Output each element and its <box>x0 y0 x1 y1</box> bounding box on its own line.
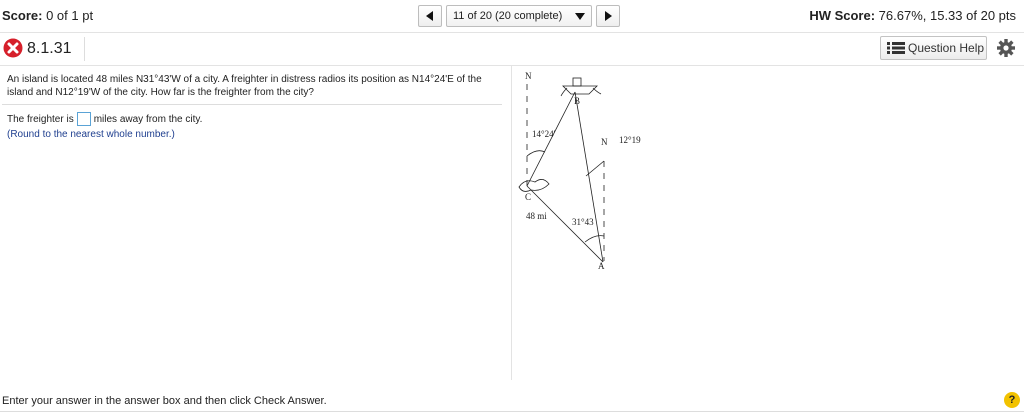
question-header <box>0 33 1024 66</box>
next-question-button[interactable] <box>596 5 620 27</box>
hw-score-value: 76.67%, 15.33 of 20 pts <box>878 8 1016 23</box>
north-label-left: N <box>525 71 532 81</box>
angle-a-label: 31°43 <box>572 217 594 227</box>
navigation-diagram <box>505 66 665 276</box>
answer-suffix: miles away from the city. <box>93 113 203 125</box>
list-icon <box>887 42 905 54</box>
question-pager <box>418 4 620 28</box>
answer-prefix: The freighter is <box>7 113 74 125</box>
rounding-note: (Round to the nearest whole number.) <box>7 129 175 140</box>
incorrect-icon <box>3 38 23 58</box>
bearing-line-a <box>586 161 604 176</box>
divider <box>84 37 85 61</box>
question-number: 8.1.31 <box>27 40 72 57</box>
north-label-right: N <box>601 137 608 147</box>
segment-cb <box>527 92 575 186</box>
problem-divider <box>2 104 502 105</box>
point-a-label: A <box>598 261 605 271</box>
distance-label: 48 mi <box>526 211 547 221</box>
question-select[interactable] <box>446 5 592 27</box>
question-progress: 11 of 20 (20 complete) <box>453 10 563 22</box>
ship-icon <box>561 78 601 96</box>
angle-c-label: 14°24' <box>532 129 556 139</box>
point-b-label: B <box>574 96 581 106</box>
hw-score <box>809 8 1016 23</box>
island-icon <box>519 179 549 191</box>
previous-question-button[interactable] <box>418 5 442 27</box>
footer-divider <box>0 411 1024 412</box>
footer-instruction: Enter your answer in the answer box and then click Check Answer. <box>2 395 327 407</box>
triangle-right-icon <box>604 11 612 21</box>
top-bar <box>0 0 1024 33</box>
angle-arc-a <box>585 236 604 242</box>
question-help-label: Question Help <box>908 41 985 55</box>
score-value: 0 of 1 pt <box>46 8 94 23</box>
caret-down-icon <box>575 13 585 20</box>
score <box>2 8 93 23</box>
question-help-button[interactable] <box>880 36 987 60</box>
hw-score-label: HW Score: <box>809 8 876 23</box>
answer-line <box>7 112 202 126</box>
answer-input[interactable] <box>77 112 91 126</box>
triangle-left-icon <box>426 11 434 21</box>
problem-statement: An island is located 48 miles N31°43'W of a city. A freighter in distress radios its position as N14°24'E of the island and N12°19'W of the city. How far is the freighter from the city? <box>7 74 482 98</box>
point-c-label: C <box>525 192 532 202</box>
angle-a-top-label: 12°19 <box>619 135 641 145</box>
score-label: Score: <box>2 8 43 23</box>
gear-icon[interactable] <box>996 38 1016 58</box>
help-icon[interactable]: ? <box>1004 392 1020 408</box>
segment-ba <box>575 92 603 262</box>
